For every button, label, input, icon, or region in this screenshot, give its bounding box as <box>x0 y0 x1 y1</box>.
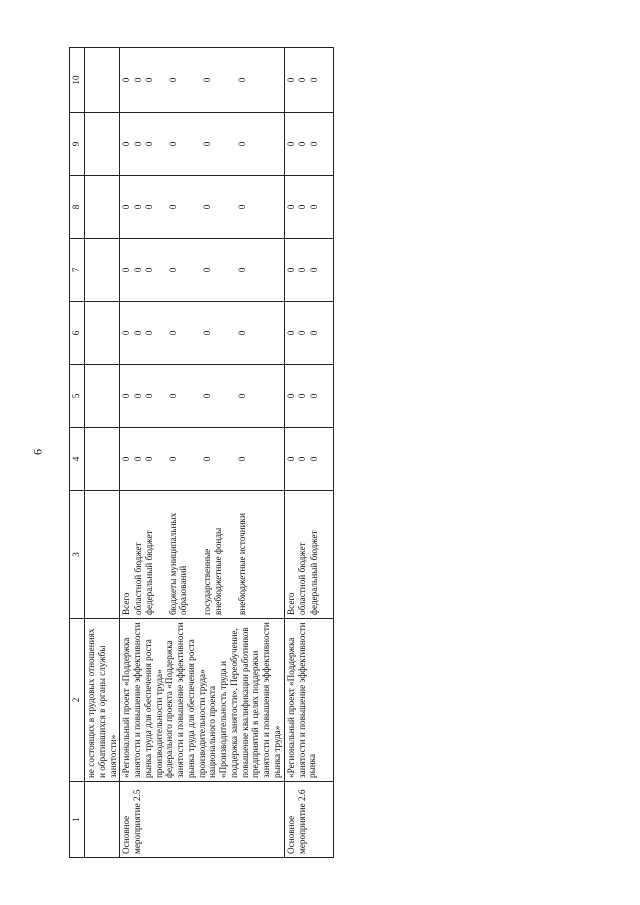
value-cell: 0 <box>121 204 132 209</box>
funding-sources <box>284 490 333 618</box>
value-cell: 0 <box>144 456 155 461</box>
col-header-2: 2 <box>70 618 85 781</box>
empty-cell <box>85 238 120 301</box>
value-cell: 0 <box>121 456 132 461</box>
value-cell: 0 <box>308 267 319 272</box>
values-col-7 <box>284 238 333 301</box>
value-cell: 0 <box>285 393 296 398</box>
funding-source: областной бюджет <box>297 541 308 615</box>
value-cell: 0 <box>132 393 143 398</box>
values-col-4 <box>120 427 284 490</box>
value-cell: 0 <box>237 141 248 146</box>
value-cell: 0 <box>285 456 296 461</box>
funding-source: областной бюджет <box>132 541 143 615</box>
values-col-7 <box>120 238 284 301</box>
value-cell: 0 <box>237 456 248 461</box>
value-cell: 0 <box>297 204 308 209</box>
col-header-7: 7 <box>70 238 85 301</box>
empty-cell <box>85 427 120 490</box>
value-cell: 0 <box>167 204 178 209</box>
values-col-4 <box>284 427 333 490</box>
value-cell: 0 <box>237 330 248 335</box>
value-cell: 0 <box>308 330 319 335</box>
value-cell: 0 <box>167 141 178 146</box>
value-cell: 0 <box>121 267 132 272</box>
value-cell: 0 <box>132 77 143 82</box>
col-header-8: 8 <box>70 175 85 238</box>
value-cell: 0 <box>167 330 178 335</box>
value-cell: 0 <box>121 393 132 398</box>
values-col-6 <box>284 301 333 364</box>
value-cell: 0 <box>202 393 213 398</box>
values-col-5 <box>284 364 333 427</box>
funding-sources <box>120 490 284 618</box>
funding-source: федеральный бюджет <box>144 529 155 615</box>
page-number: 6 <box>30 449 45 455</box>
value-cell: 0 <box>297 77 308 82</box>
col-header-1: 1 <box>70 781 85 857</box>
value-cell: 0 <box>121 330 132 335</box>
col-header-9: 9 <box>70 112 85 175</box>
value-cell: 0 <box>297 393 308 398</box>
funding-source: Всего <box>121 591 132 615</box>
values-col-10 <box>120 47 284 112</box>
value-cell: 0 <box>308 393 319 398</box>
value-cell: 0 <box>144 77 155 82</box>
value-cell: 0 <box>167 77 178 82</box>
measure-description: не состоящих в трудовых отношениях и обратившихся в органы службы занятости» <box>85 618 120 781</box>
col-header-4: 4 <box>70 427 85 490</box>
value-cell: 0 <box>202 77 213 82</box>
value-cell: 0 <box>202 330 213 335</box>
value-cell: 0 <box>202 204 213 209</box>
value-cell: 0 <box>297 456 308 461</box>
rotated-table-page <box>69 48 571 858</box>
value-cell: 0 <box>285 141 296 146</box>
value-cell: 0 <box>132 456 143 461</box>
value-cell: 0 <box>121 77 132 82</box>
col-header-3: 3 <box>70 490 85 618</box>
value-cell: 0 <box>297 267 308 272</box>
value-cell: 0 <box>167 267 178 272</box>
value-cell: 0 <box>237 77 248 82</box>
value-cell: 0 <box>202 267 213 272</box>
value-cell: 0 <box>167 393 178 398</box>
values-col-9 <box>120 112 284 175</box>
measure-row <box>284 47 333 857</box>
budget-table <box>69 47 334 858</box>
value-cell: 0 <box>285 330 296 335</box>
value-cell: 0 <box>132 204 143 209</box>
value-cell: 0 <box>132 267 143 272</box>
value-cell: 0 <box>132 330 143 335</box>
value-cell: 0 <box>285 204 296 209</box>
value-cell: 0 <box>308 77 319 82</box>
continuation-row <box>85 47 120 857</box>
value-cell: 0 <box>285 267 296 272</box>
value-cell: 0 <box>144 330 155 335</box>
value-cell: 0 <box>237 393 248 398</box>
value-cell: 0 <box>132 141 143 146</box>
values-col-8 <box>284 175 333 238</box>
empty-cell <box>85 47 120 112</box>
value-cell: 0 <box>308 141 319 146</box>
value-cell: 0 <box>202 456 213 461</box>
value-cell: 0 <box>308 456 319 461</box>
values-col-5 <box>120 364 284 427</box>
value-cell: 0 <box>144 393 155 398</box>
value-cell: 0 <box>202 141 213 146</box>
values-col-10 <box>284 47 333 112</box>
value-cell: 0 <box>285 77 296 82</box>
value-cell: 0 <box>144 204 155 209</box>
measure-name-cell <box>85 781 120 857</box>
funding-source: внебюджетные источники <box>237 512 248 615</box>
measure-name: Основное мероприятие 2.5 <box>120 781 284 857</box>
empty-cell <box>85 175 120 238</box>
header-row <box>70 47 85 857</box>
measure-description: «Региональный проект «Поддержка занятости и повышение эффективности рынка <box>284 618 333 781</box>
measure-row <box>120 47 284 857</box>
funding-source: бюджеты муниципальных образований <box>167 512 189 615</box>
values-col-6 <box>120 301 284 364</box>
empty-cell <box>85 490 120 618</box>
col-header-5: 5 <box>70 364 85 427</box>
measure-description: «Региональный проект «Поддержка занятости и повышение эффективности рынка труда для обеспечения роста производительности труда» федерального проекта «Поддержка занятости и повышение эффективности рынка труда для обеспечения роста производительности труда» национального проекта «Производительность труда и поддержка занятости». Переобучение, повышение квалификации работников предприятий в целях поддержки занятости и повышения эффективности рынка труда» <box>120 618 284 781</box>
funding-source: государственные внебюджетные фонды <box>202 527 224 615</box>
empty-cell <box>85 112 120 175</box>
col-header-10: 10 <box>70 47 85 112</box>
funding-source: Всего <box>285 591 296 615</box>
value-cell: 0 <box>121 141 132 146</box>
measure-name: Основное мероприятие 2.6 <box>284 781 333 857</box>
funding-source: федеральный бюджет <box>308 529 319 615</box>
value-cell: 0 <box>308 204 319 209</box>
value-cell: 0 <box>237 267 248 272</box>
value-cell: 0 <box>237 204 248 209</box>
empty-cell <box>85 364 120 427</box>
value-cell: 0 <box>297 141 308 146</box>
value-cell: 0 <box>144 141 155 146</box>
value-cell: 0 <box>297 330 308 335</box>
col-header-6: 6 <box>70 301 85 364</box>
value-cell: 0 <box>167 456 178 461</box>
value-cell: 0 <box>144 267 155 272</box>
values-col-8 <box>120 175 284 238</box>
values-col-9 <box>284 112 333 175</box>
empty-cell <box>85 301 120 364</box>
